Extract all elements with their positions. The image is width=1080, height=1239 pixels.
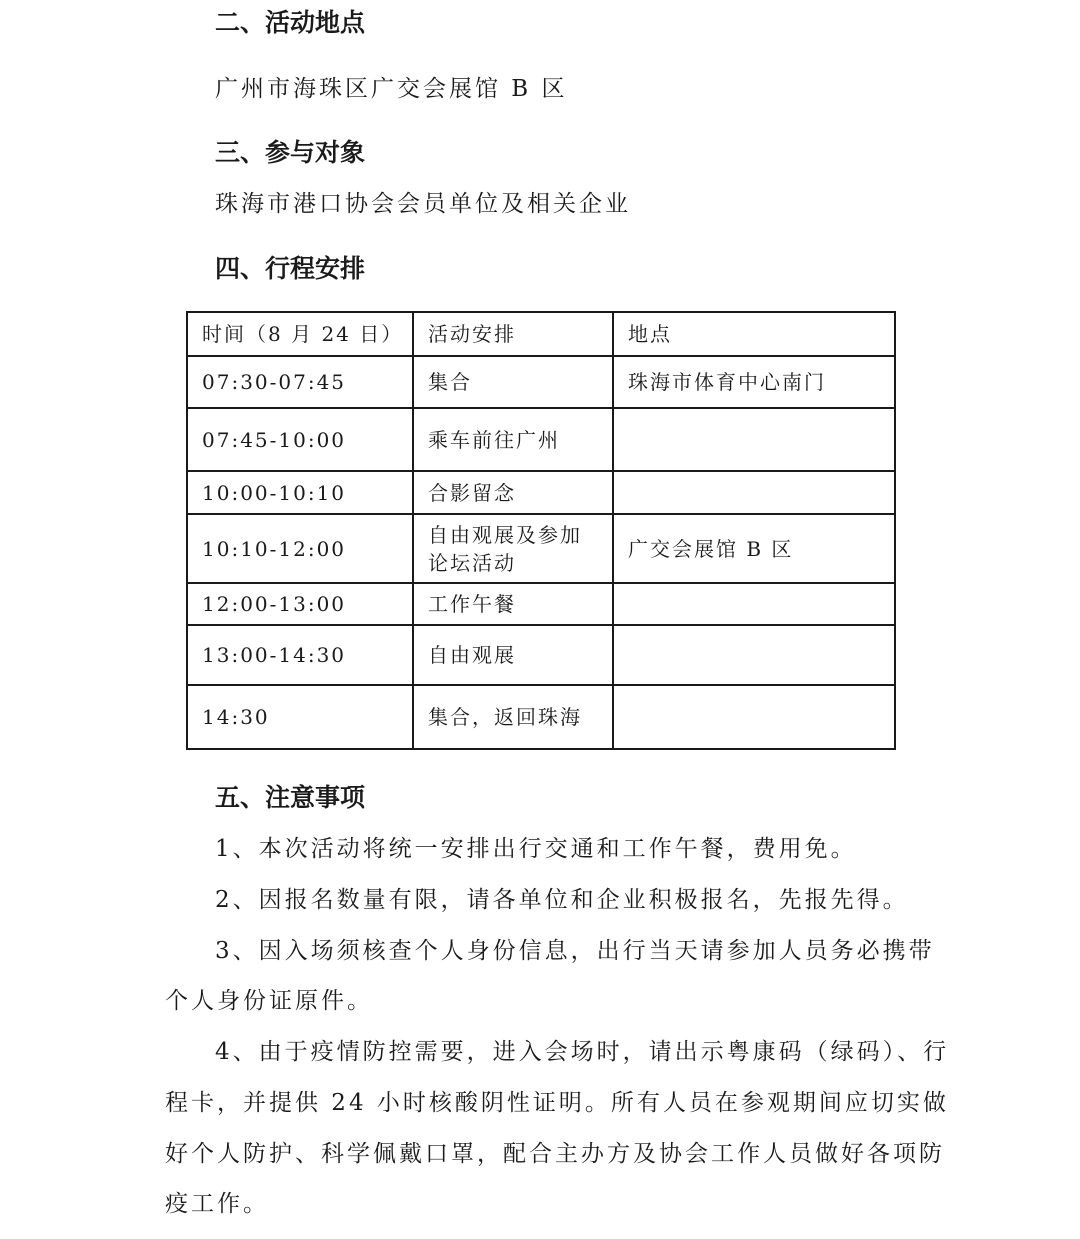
participants-text: 珠海市港口协会会员单位及相关企业 bbox=[215, 191, 631, 217]
location-text: 广州市海珠区广交会展馆 B 区 bbox=[215, 76, 568, 102]
section-heading-location: 二、活动地点 bbox=[215, 8, 366, 37]
cell-activity: 工作午餐 bbox=[413, 583, 613, 625]
cell-activity: 乘车前往广州 bbox=[413, 408, 613, 471]
cell-time: 13:00-14:30 bbox=[187, 625, 413, 685]
cell-time: 07:45-10:00 bbox=[187, 408, 413, 471]
table-header-row bbox=[187, 312, 895, 356]
table-row bbox=[187, 356, 895, 408]
header-cell-time: 时间（8 月 24 日） bbox=[187, 312, 413, 356]
cell-time: 10:10-12:00 bbox=[187, 514, 413, 583]
cell-place: 广交会展馆 B 区 bbox=[613, 514, 895, 583]
cell-time: 14:30 bbox=[187, 685, 413, 749]
cell-activity: 集合 bbox=[413, 356, 613, 408]
note-line-4-cont-2: 好个人防护、科学佩戴口罩，配合主办方及协会工作人员做好各项防 bbox=[165, 1141, 945, 1167]
section-heading-schedule: 四、行程安排 bbox=[215, 254, 366, 283]
table-row bbox=[187, 408, 895, 471]
cell-time: 12:00-13:00 bbox=[187, 583, 413, 625]
cell-place: 珠海市体育中心南门 bbox=[613, 356, 895, 408]
note-line-3: 3、因入场须核查个人身份信息，出行当天请参加人员务必携带 bbox=[215, 938, 935, 964]
table-row bbox=[187, 471, 895, 514]
section-heading-participants: 三、参与对象 bbox=[215, 138, 366, 167]
cell-place bbox=[613, 408, 895, 471]
section-heading-notes: 五、注意事项 bbox=[215, 783, 366, 812]
cell-activity: 自由观展 bbox=[413, 625, 613, 685]
header-cell-place: 地点 bbox=[613, 312, 895, 356]
cell-activity: 集合，返回珠海 bbox=[413, 685, 613, 749]
note-line-4-cont-1: 程卡，并提供 24 小时核酸阴性证明。所有人员在参观期间应切实做 bbox=[165, 1090, 949, 1116]
note-line-2: 2、因报名数量有限，请各单位和企业积极报名，先报先得。 bbox=[215, 887, 909, 913]
header-cell-activity: 活动安排 bbox=[413, 312, 613, 356]
note-line-4: 4、由于疫情防控需要，进入会场时，请出示粤康码（绿码）、行 bbox=[215, 1039, 950, 1065]
cell-place bbox=[613, 471, 895, 514]
table-row bbox=[187, 685, 895, 749]
cell-activity: 自由观展及参加论坛活动 bbox=[413, 514, 613, 583]
table-row bbox=[187, 583, 895, 625]
cell-place bbox=[613, 625, 895, 685]
table-row bbox=[187, 514, 895, 583]
note-line-4-cont-3: 疫工作。 bbox=[165, 1191, 269, 1217]
cell-time: 07:30-07:45 bbox=[187, 356, 413, 408]
note-line-3-cont: 个人身份证原件。 bbox=[165, 988, 373, 1014]
schedule-table bbox=[186, 311, 896, 750]
note-line-1: 1、本次活动将统一安排出行交通和工作午餐，费用免。 bbox=[215, 836, 857, 862]
cell-time: 10:00-10:10 bbox=[187, 471, 413, 514]
cell-activity: 合影留念 bbox=[413, 471, 613, 514]
cell-place bbox=[613, 583, 895, 625]
cell-place bbox=[613, 685, 895, 749]
table-row bbox=[187, 625, 895, 685]
